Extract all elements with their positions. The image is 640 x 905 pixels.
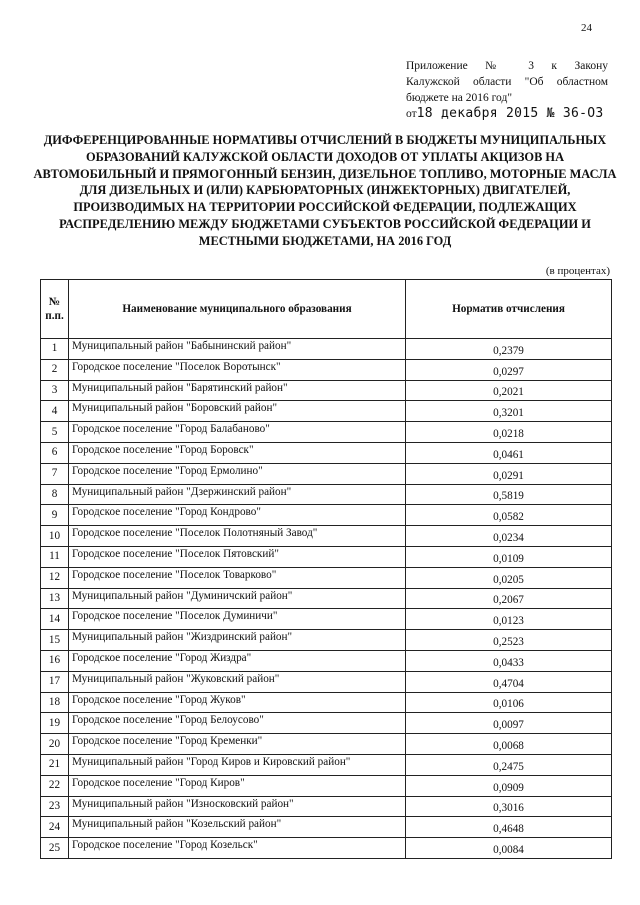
- row-number: 25: [41, 838, 69, 859]
- row-name: Муниципальный район "Дзержинский район": [69, 484, 406, 505]
- row-value: 0,0297: [406, 359, 612, 380]
- table-row: [41, 526, 612, 547]
- row-number: 4: [41, 401, 69, 422]
- appendix-line-2: Калужской области "Об областном: [406, 76, 608, 88]
- row-number: 12: [41, 567, 69, 588]
- row-name: Муниципальный район "Износковский район": [69, 796, 406, 817]
- table-body: [41, 339, 612, 859]
- table-row: [41, 671, 612, 692]
- row-name: Муниципальный район "Город Киров и Кировский район": [69, 754, 406, 775]
- row-name: Городское поселение "Город Киров": [69, 775, 406, 796]
- table-row: [41, 630, 612, 651]
- table-row: [41, 463, 612, 484]
- row-name: Городское поселение "Город Белоусово": [69, 713, 406, 734]
- table-row: [41, 713, 612, 734]
- table-row: [41, 442, 612, 463]
- row-value: 0,2523: [406, 630, 612, 651]
- row-number: 13: [41, 588, 69, 609]
- row-name: Муниципальный район "Боровский район": [69, 401, 406, 422]
- table-row: [41, 567, 612, 588]
- row-value: 0,5819: [406, 484, 612, 505]
- row-name: Муниципальный район "Думиничский район": [69, 588, 406, 609]
- row-value: 0,4704: [406, 671, 612, 692]
- row-number: 16: [41, 650, 69, 671]
- table-row: [41, 817, 612, 838]
- row-value: 0,0234: [406, 526, 612, 547]
- row-number: 17: [41, 671, 69, 692]
- row-number: 3: [41, 380, 69, 401]
- table-header-row: [41, 280, 612, 339]
- units-note: (в процентах): [545, 265, 610, 277]
- row-value: 0,0461: [406, 442, 612, 463]
- document-title: ДИФФЕРЕНЦИРОВАННЫЕ НОРМАТИВЫ ОТЧИСЛЕНИЙ В БЮДЖЕТЫ МУНИЦИПАЛЬНЫХ ОБРАЗОВАНИЙ КАЛУЖСКОЙ ОБЛАСТИ ДОХОДОВ ОТ УПЛАТЫ АКЦИЗОВ НА АВТОМОБИЛЬНЫЙ И ПРЯМОГОННЫЙ БЕНЗИН, ДИЗЕЛЬНОЕ ТОПЛИВО, МОТОРНЫЕ МАСЛА ДЛЯ ДИЗЕЛЬНЫХ И (ИЛИ) КАРБЮРАТОРНЫХ (ИНЖЕКТОРНЫХ) ДВИГАТЕЛЕЙ, ПРОИЗВОДИМЫХ НА ТЕРРИТОРИИ РОССИЙСКОЙ ФЕДЕРАЦИИ, ПОДЛЕЖАЩИХ РАСПРЕДЕЛЕНИЮ МЕЖДУ БЮДЖЕТАМИ СУБЪЕКТОВ РОССИЙСКОЙ ФЕДЕРАЦИИ И МЕСТНЫМИ БЮДЖЕТАМИ, НА 2016 ГОД: [33, 133, 617, 248]
- table-row: [41, 838, 612, 859]
- table-row: [41, 401, 612, 422]
- table-row: [41, 796, 612, 817]
- row-value: 0,0084: [406, 838, 612, 859]
- row-number: 18: [41, 692, 69, 713]
- row-value: 0,2067: [406, 588, 612, 609]
- row-name: Городское поселение "Поселок Воротынск": [69, 359, 406, 380]
- table-row: [41, 650, 612, 671]
- header-number-line-2: п.п.: [45, 310, 64, 322]
- row-number: 1: [41, 339, 69, 360]
- row-number: 10: [41, 526, 69, 547]
- row-number: 23: [41, 796, 69, 817]
- table-row: [41, 588, 612, 609]
- row-number: 20: [41, 734, 69, 755]
- header-value: Норматив отчисления: [406, 280, 612, 339]
- row-value: 0,0582: [406, 505, 612, 526]
- row-value: 0,0097: [406, 713, 612, 734]
- header-number: [41, 280, 69, 339]
- row-number: 24: [41, 817, 69, 838]
- appendix-line-3: бюджете на 2016 год": [406, 92, 513, 104]
- appendix-line-1: Приложение № 3 к Закону: [406, 60, 608, 72]
- row-name: Муниципальный район "Жуковский район": [69, 671, 406, 692]
- row-value: 0,3201: [406, 401, 612, 422]
- row-number: 6: [41, 442, 69, 463]
- appendix-date-line: [406, 106, 608, 122]
- table-row: [41, 754, 612, 775]
- header-number-line-1: №: [48, 296, 61, 308]
- row-number: 5: [41, 422, 69, 443]
- row-value: 0,3016: [406, 796, 612, 817]
- row-name: Городское поселение "Город Жиздра": [69, 650, 406, 671]
- row-name: Городское поселение "Поселок Полотняный Завод": [69, 526, 406, 547]
- row-value: 0,2475: [406, 754, 612, 775]
- row-name: Муниципальный район "Бабынинский район": [69, 339, 406, 360]
- table-row: [41, 339, 612, 360]
- row-value: 0,0068: [406, 734, 612, 755]
- table-row: [41, 692, 612, 713]
- table-row: [41, 609, 612, 630]
- row-number: 22: [41, 775, 69, 796]
- appendix-note: [406, 58, 608, 122]
- row-name: Городское поселение "Город Козельск": [69, 838, 406, 859]
- norms-table: [40, 279, 612, 859]
- header-name: Наименование муниципального образования: [69, 280, 406, 339]
- row-number: 7: [41, 463, 69, 484]
- row-value: 0,0218: [406, 422, 612, 443]
- appendix-date-prefix: от: [406, 108, 417, 120]
- row-name: Городское поселение "Поселок Товарково": [69, 567, 406, 588]
- row-number: 21: [41, 754, 69, 775]
- row-value: 0,0909: [406, 775, 612, 796]
- row-value: 0,4648: [406, 817, 612, 838]
- table-row: [41, 775, 612, 796]
- row-name: Муниципальный район "Барятинский район": [69, 380, 406, 401]
- row-name: Городское поселение "Поселок Пятовский": [69, 546, 406, 567]
- row-value: 0,2021: [406, 380, 612, 401]
- row-number: 2: [41, 359, 69, 380]
- row-name: Городское поселение "Город Жуков": [69, 692, 406, 713]
- row-value: 0,0109: [406, 546, 612, 567]
- table-row: [41, 359, 612, 380]
- table-row: [41, 380, 612, 401]
- row-number: 11: [41, 546, 69, 567]
- row-number: 15: [41, 630, 69, 651]
- page-number: 24: [581, 22, 592, 34]
- row-number: 9: [41, 505, 69, 526]
- row-name: Городское поселение "Город Боровск": [69, 442, 406, 463]
- row-name: Городское поселение "Город Ермолино": [69, 463, 406, 484]
- row-value: 0,0433: [406, 650, 612, 671]
- table-row: [41, 505, 612, 526]
- row-number: 14: [41, 609, 69, 630]
- row-name: Городское поселение "Город Кременки": [69, 734, 406, 755]
- row-value: 0,0106: [406, 692, 612, 713]
- table-row: [41, 422, 612, 443]
- table-row: [41, 546, 612, 567]
- row-value: 0,0291: [406, 463, 612, 484]
- row-name: Муниципальный район "Жиздринский район": [69, 630, 406, 651]
- table-row: [41, 734, 612, 755]
- table-row: [41, 484, 612, 505]
- row-value: 0,0123: [406, 609, 612, 630]
- appendix-date-handwritten: 18 декабря 2015 № 36-ОЗ: [416, 106, 604, 121]
- row-name: Муниципальный район "Козельский район": [69, 817, 406, 838]
- row-number: 8: [41, 484, 69, 505]
- row-number: 19: [41, 713, 69, 734]
- row-name: Городское поселение "Город Балабаново": [69, 422, 406, 443]
- row-value: 0,0205: [406, 567, 612, 588]
- row-name: Городское поселение "Поселок Думиничи": [69, 609, 406, 630]
- row-name: Городское поселение "Город Кондрово": [69, 505, 406, 526]
- row-value: 0,2379: [406, 339, 612, 360]
